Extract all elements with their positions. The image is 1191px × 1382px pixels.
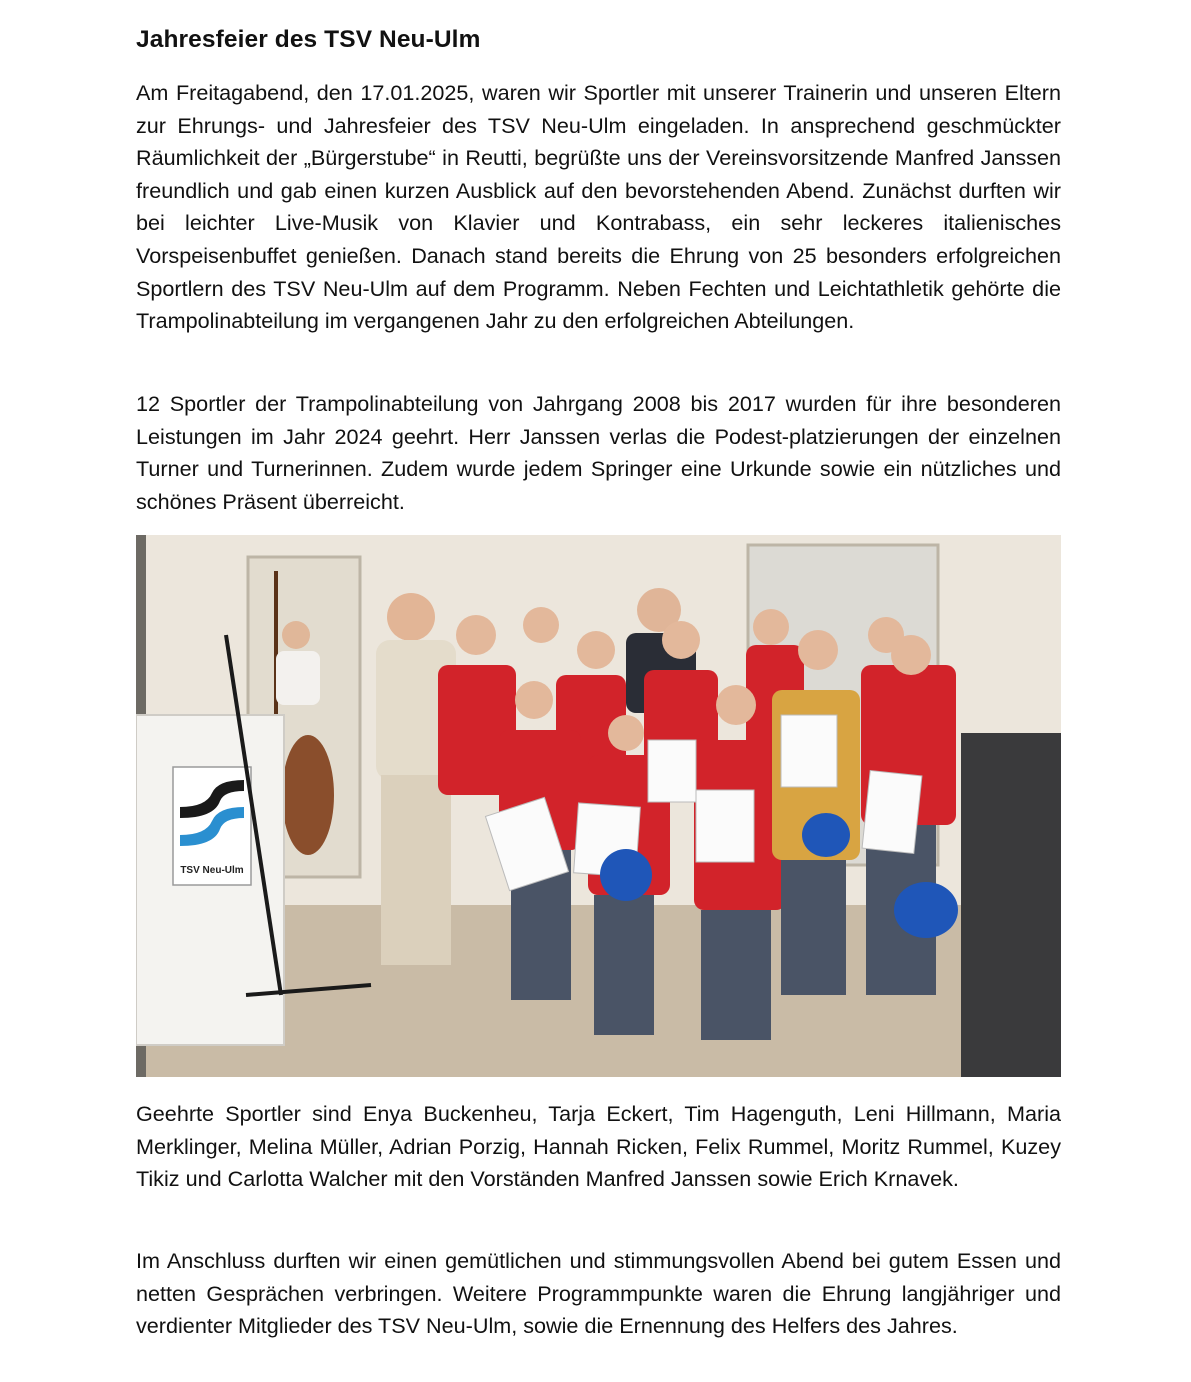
gift-bag	[802, 813, 850, 857]
svg-text:TSV Neu-Ulm: TSV Neu-Ulm	[180, 865, 244, 876]
article-title: Jahresfeier des TSV Neu-Ulm	[136, 26, 481, 53]
group-photo-illustration	[136, 535, 1061, 1077]
certificate	[862, 770, 922, 853]
photo-high-table	[961, 733, 1061, 1077]
certificate	[781, 715, 837, 787]
certificate	[696, 790, 754, 862]
paragraph-athlete-names: Geehrte Sportler sind Enya Buckenheu, Tarja Eckert, Tim Hagenguth, Leni Hillmann, Maria Merklinger, Melina Müller, Adrian Porzig, Hannah Ricken, Felix Rummel, Moritz Rummel, Kuzey Tikiz und Carlotta Walcher mit den Vorständen Manfred Janssen sowie Erich Krnavek.	[136, 1101, 1061, 1192]
paragraph-honors: 12 Sportler der Trampolinabteilung von Jahrgang 2008 bis 2017 wurden für ihre besonderen Leistungen im Jahr 2024 geehrt. Herr Janssen verlas die Podest-platzierungen der einzelnen Turner und Turnerinnen. Zudem wurde jedem Springer eine Urkunde sowie ein nützliches und schönes Präsent überreicht.	[136, 391, 1061, 514]
gift-bag	[600, 849, 652, 901]
paragraph-closing: Im Anschluss durften wir einen gemütlichen und stimmungsvollen Abend bei gutem Essen und netten Gesprächen verbringen. Weitere Programmpunkte waren die Ehrung langjähriger und verdienter Mitglieder des TSV Neu-Ulm, sowie die Ernennung des Helfers des Jahres.	[136, 1248, 1061, 1339]
tsv-logo	[173, 767, 251, 885]
group-photo	[136, 535, 1061, 1077]
certificate	[648, 740, 696, 802]
gift-bag	[894, 882, 958, 938]
photo-double-bass	[282, 735, 334, 855]
paragraph-intro: Am Freitagabend, den 17.01.2025, waren wir Sportler mit unserer Trainerin und unseren Eltern zur Ehrungs- und Jahresfeier des TSV Neu-Ulm eingeladen. In ansprechend geschmückter Räumlichkeit der „Bürgerstube“ in Reutti, begrüßte uns der Vereinsvorsitzende Manfred Janssen freundlich und gab einen kurzen Ausblick auf den bevorstehenden Abend. Zunächst durften wir bei leichter Live-Musik von Klavier und Kontrabass, ein sehr leckeres italienisches Vorspeisenbuffet genießen. Danach stand bereits die Ehrung von 25 besonders erfolgreichen Sportlern des TSV Neu-Ulm auf dem Programm. Neben Fechten und Leichtathletik gehörte die Trampolinabteilung im vergangenen Jahr zu den erfolgreichen Abteilungen.	[136, 80, 1061, 334]
